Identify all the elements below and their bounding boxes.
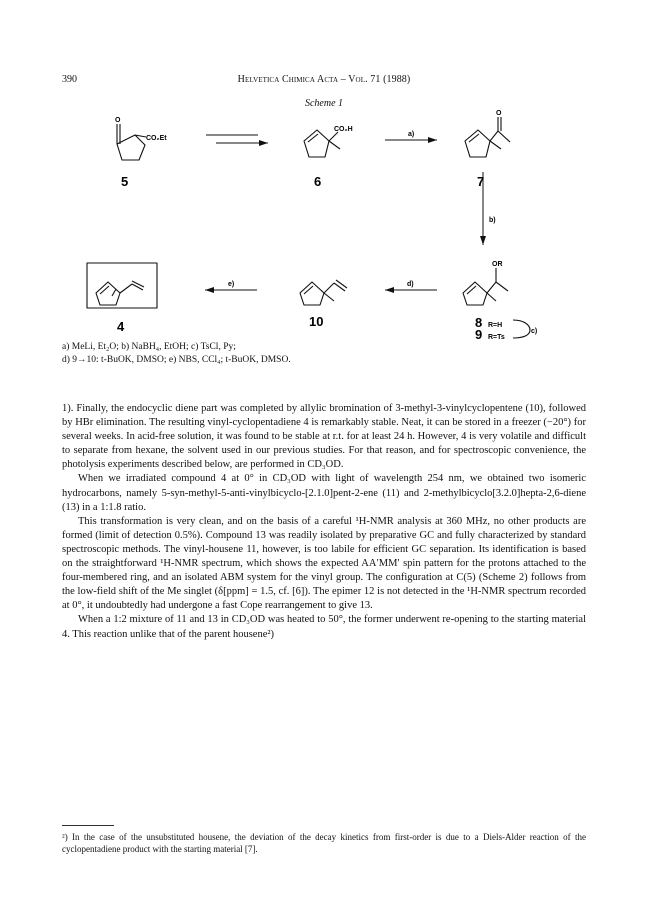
compound-number-6: 6 — [314, 174, 322, 189]
structure-8-9 — [463, 268, 508, 305]
reagents-line-1: a) MeLi, Et₂O; b) NaBH₄, EtOH; c) TsCl, Py; — [62, 342, 236, 352]
label-o-5: O — [115, 117, 121, 124]
reagents-legend — [62, 341, 602, 367]
compound-number-4: 4 — [117, 319, 125, 334]
reagents-line-2: d) 9→10: t-BuOK, DMSO; e) NBS, CCl₄; t-BuOK, DMSO. — [62, 355, 291, 365]
compound-number-10: 10 — [309, 314, 324, 329]
arrow-label-e: e) — [228, 281, 235, 288]
structure-4 — [87, 263, 157, 308]
paragraph-4: When a 1:2 mixture of 11 and 13 in CD₃OD was heated to 50°, the former underwent re-opening to the starting material 4. This reaction unlike that of the parent housene²) — [62, 614, 586, 640]
compound-number-8: 8 — [475, 315, 483, 330]
label-co2et: CO₂Et — [146, 135, 167, 142]
compound-number-9: 9 — [475, 327, 483, 340]
label-o-7: O — [496, 110, 502, 117]
structure-7 — [465, 117, 510, 157]
label-co2h: CO₂H — [334, 126, 353, 133]
compound-number-7: 7 — [477, 174, 485, 189]
structure-5 — [117, 124, 146, 160]
structure-6 — [304, 130, 340, 157]
arrow-label-c: c) — [531, 328, 538, 335]
running-title: Helvetica Chimica Acta – Vol. 71 (1988) — [237, 74, 411, 85]
page-number: 390 — [62, 74, 77, 85]
label-r-h: R=H — [488, 322, 503, 329]
paragraph-2: When we irradiated compound 4 at 0° in CD₃OD with light of wavelength 254 nm, we obtained two isomeric hydrocarbons, namely 5-syn-methyl-5-anti-vinylbicyclo-[2.1.0]pent-2-ene (11) and 2-methylbicyclo[3.2.0]hepta-2,6-diene (13) in a 1:1.8 ratio. — [62, 473, 586, 513]
body-text — [62, 402, 586, 642]
structure-10 — [300, 280, 347, 305]
compound-number-5: 5 — [121, 174, 129, 189]
scheme-title: Scheme 1 — [304, 98, 344, 109]
bracket-c — [513, 320, 530, 338]
label-or: OR — [492, 261, 503, 268]
paragraph-3: This transformation is very clean, and on the basis of a careful ¹H-NMR analysis at 360 MHz, no other products are formed (limit of detection 0.5%). Compound 13 was readily isolated by preparative GC and fully characterized by standard spectroscopic methods. The vinyl-housene 11, however, is too labile for efficient GC separation. Its identification is based on the straightforward ¹H-NMR spectrum, which shows the expected AA′MM′ spin pattern for the protons attached to the four-membered ring, and an isolated ABM system for the vinyl group. The configuration at C(5) (Scheme 2) follows from the low-field shift of the Me singlet (δ[ppm] = 1.5, cf. [6]). The epimer 12 is not detected in the ¹H-NMR spectrum recorded at 0°, it undoubtedly had undergone a fast Cope rearrangement to give 13. — [62, 515, 586, 612]
footnote-rule — [62, 825, 114, 826]
arrow-label-d: d) — [407, 281, 414, 288]
paragraph-1: 1). Finally, the endocyclic diene part was completed by allylic bromination of 3-methyl-3-vinylcyclopentene (10), followed by HBr elimination. The resulting vinyl-cyclopentadiene 4 is remarkably stable. Neat, it can be stored in a freezer (−20°) for several weeks. In acid-free solution, it was found to be stable at r.t. for at least 24 h. However, 4 is very volatile and difficult to separate from hexane, the solvent used in our previous studies. For that reason, and for spectroscopic convenience, the photolysis experiments described below, are performed in CD₃OD. — [62, 403, 586, 471]
arrow-label-b: b) — [489, 217, 496, 224]
reaction-scheme — [0, 0, 648, 340]
arrow-label-a: a) — [408, 131, 415, 138]
label-r-ts: R=Ts — [488, 334, 505, 340]
footnote-2: ²) In the case of the unsubstituted housene, the deviation of the decay kinetics from first-order is due to a Diels-Alder reaction of the cyclopentadiene product with the starting material [7]. — [62, 832, 586, 854]
